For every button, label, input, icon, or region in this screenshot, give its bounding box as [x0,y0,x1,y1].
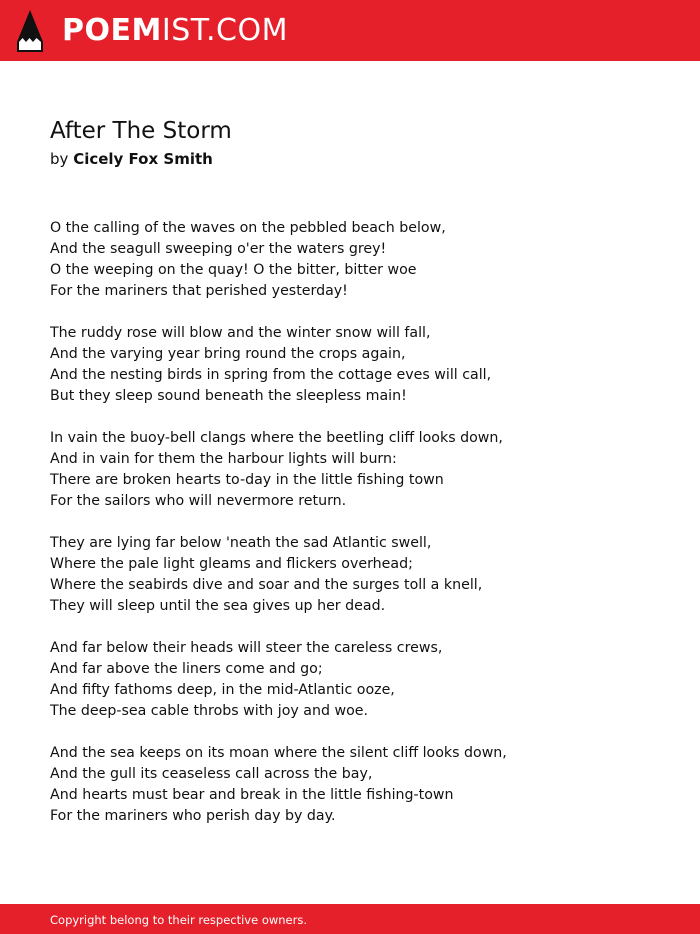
by-label: by [50,150,69,168]
stanza [50,638,670,722]
poem-line: The ruddy rose will blow and the winter snow will fall, [50,325,431,341]
poem-body [50,218,670,848]
site-logo-text[interactable] [62,11,288,51]
poem-line: But they sleep sound beneath the sleepless main! [50,388,407,404]
stanza [50,428,670,512]
stanza [50,323,670,407]
copyright-notice: Copyright belong to their respective owners. [50,913,308,927]
pencil-logo-icon[interactable] [17,10,43,52]
site-footer [0,904,700,934]
stanza [50,533,670,617]
poem-line: And hearts must bear and break in the little fishing-town [50,787,454,803]
poem-line: And fifty fathoms deep, in the mid-Atlantic ooze, [50,682,395,698]
poem-line: And the varying year bring round the crops again, [50,346,406,362]
poem-line: There are broken hearts to-day in the little fishing town [50,472,444,488]
stanza [50,743,670,827]
poem-line: O the weeping on the quay! O the bitter, bitter woe [50,262,417,278]
author-name[interactable]: Cicely Fox Smith [73,150,213,168]
poem-line: And far below their heads will steer the careless crews, [50,640,443,656]
poem-line: For the sailors who will nevermore return. [50,493,347,509]
poem-line: O the calling of the waves on the pebbled beach below, [50,220,446,236]
poem-line: And the nesting birds in spring from the cottage eves will call, [50,367,492,383]
poem-line: For the mariners who perish day by day. [50,808,336,824]
poem-line: And far above the liners come and go; [50,661,323,677]
poem-line: In vain the buoy-bell clangs where the beetling cliff looks down, [50,430,503,446]
poem-line: And the seagull sweeping o'er the waters grey! [50,241,387,257]
brand-bold: POEM [62,13,162,48]
poem-line: Where the seabirds dive and soar and the surges toll a knell, [50,577,483,593]
poem-line: The deep-sea cable throbs with joy and woe. [50,703,369,719]
site-header [0,0,700,61]
stanza [50,218,670,302]
poem-line: For the mariners that perished yesterday! [50,283,348,299]
poem-line: They are lying far below 'neath the sad Atlantic swell, [50,535,432,551]
brand-light: IST.COM [161,13,288,48]
byline [50,148,213,170]
poem-line: Where the pale light gleams and flickers overhead; [50,556,413,572]
poem-line: And in vain for them the harbour lights will burn: [50,451,397,467]
poem-line: They will sleep until the sea gives up her dead. [50,598,386,614]
poem-line: And the sea keeps on its moan where the silent cliff looks down, [50,745,507,761]
poem-title: After The Storm [50,118,232,144]
poem-line: And the gull its ceaseless call across the bay, [50,766,373,782]
